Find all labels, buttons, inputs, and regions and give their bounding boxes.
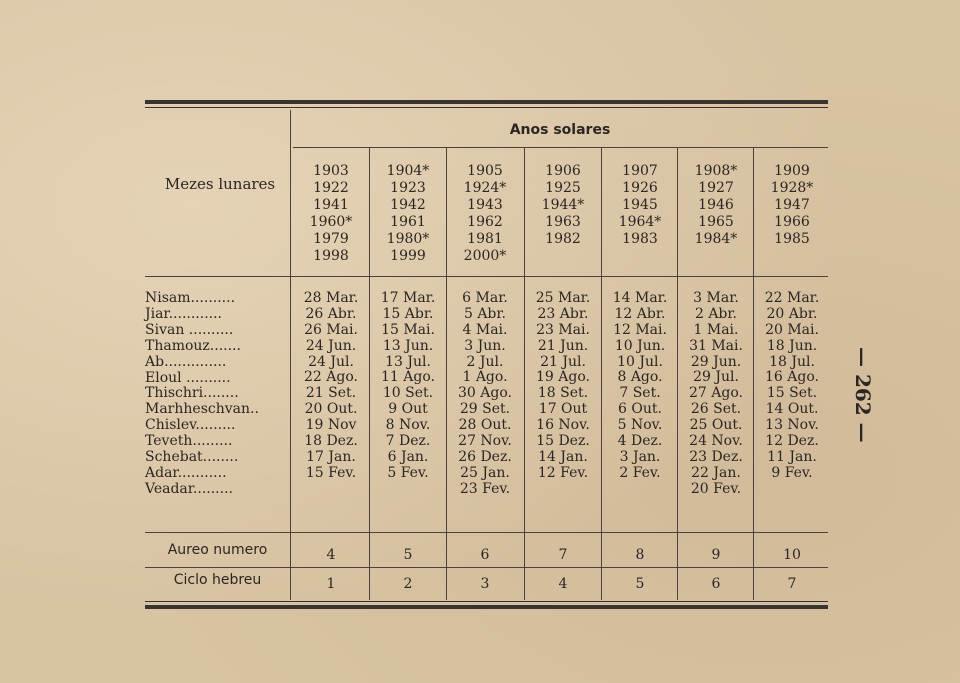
year-column (756, 163, 828, 248)
date-cell: 20 Abr. (766, 305, 818, 322)
month-name: Veadar......... (145, 480, 233, 497)
year-cell: 1928* (770, 180, 814, 196)
date-column (447, 291, 523, 498)
label-column-line (290, 110, 291, 600)
date-cell: 27 Nov. (458, 433, 512, 450)
date-cell: 18 Set. (537, 385, 589, 402)
date-column (754, 291, 830, 498)
date-cell: 13 Jun. (382, 337, 434, 354)
year-cell: 1909 (774, 163, 810, 179)
date-cell: 28 Mar. (303, 290, 359, 306)
date-cell (370, 482, 446, 498)
date-cell: 5 Abr. (463, 305, 507, 322)
date-cell: 16 Nov. (536, 417, 590, 434)
date-cell: 8 Ago. (617, 369, 663, 386)
date-cell: 3 Jun. (464, 337, 506, 354)
date-cell: 20 Fev. (690, 480, 742, 497)
date-cell: 25 Out. (689, 417, 743, 434)
date-cell: 23 Abr. (537, 305, 589, 322)
date-cell: 27 Ago. (689, 385, 743, 402)
date-cell: 15 Mai. (381, 321, 435, 338)
year-cell: 1926 (622, 180, 658, 196)
date-cell (293, 482, 369, 498)
date-cell: 26 Mai. (304, 321, 358, 338)
month-name: Sivan .......... (145, 321, 234, 338)
date-cell: 23 Mai. (536, 321, 590, 338)
date-cell: 1 Ago. (462, 369, 508, 386)
year-column (680, 163, 752, 248)
date-cell: 3 Mar. (693, 290, 739, 306)
date-cell: 6 Jan. (387, 448, 429, 465)
date-cell: 13 Jul. (385, 353, 431, 370)
date-cell: 21 Jul. (540, 353, 586, 370)
header-divider (145, 276, 828, 277)
date-cell: 7 Dez. (385, 433, 431, 450)
year-column (372, 163, 444, 265)
date-cell: 17 Jan. (306, 448, 356, 465)
date-column (293, 291, 369, 498)
date-cell: 24 Jul. (308, 353, 354, 370)
ciclo-cell: 2 (403, 576, 413, 592)
date-cell: 26 Dez. (458, 448, 512, 465)
month-name: Eloul .......... (145, 369, 231, 386)
year-cell: 1947 (774, 197, 810, 213)
year-cell: 1943 (467, 197, 503, 213)
date-cell: 18 Jun. (766, 337, 818, 354)
date-cell: 15 Fev. (305, 464, 357, 481)
date-cell: 17 Out (538, 401, 588, 418)
date-cell: 2 Fev. (619, 464, 661, 481)
year-cell: 1979 (313, 231, 349, 247)
bottom-rule-thick (145, 605, 828, 609)
aureo-cell: 9 (711, 547, 721, 563)
date-cell: 13 Nov. (765, 417, 819, 434)
date-cell: 4 Dez. (617, 433, 663, 450)
date-cell: 24 Nov. (689, 433, 743, 450)
date-cell: 26 Set. (690, 401, 742, 418)
year-cell: 1983 (622, 231, 658, 247)
date-cell (525, 482, 601, 498)
month-name: Thischri........ (145, 385, 239, 402)
month-name: Schebat........ (145, 449, 239, 466)
date-cell: 4 Mai. (462, 321, 508, 338)
year-cell: 1946 (698, 197, 734, 213)
date-column (525, 291, 601, 498)
ciclo-cell: 4 (558, 576, 568, 592)
month-name: Teveth......... (145, 433, 233, 450)
year-cell: 1965 (698, 214, 734, 230)
date-cell: 12 Abr. (614, 305, 666, 322)
year-cell: 1999 (390, 248, 426, 264)
bottom-rule-thin (145, 601, 828, 602)
date-cell: 12 Mai. (613, 321, 667, 338)
date-cell: 15 Abr. (382, 305, 434, 322)
date-cell: 20 Mai. (765, 321, 819, 338)
year-cell: 1927 (698, 180, 734, 196)
aureo-cell: 4 (326, 547, 336, 563)
date-cell: 23 Dez. (689, 448, 743, 465)
date-cell: 14 Jan. (538, 448, 588, 465)
mezes-lunares-label: Mezes lunares (164, 175, 276, 193)
year-cell: 1963 (545, 214, 581, 230)
date-cell (754, 482, 830, 498)
date-cell: 10 Jul. (617, 353, 663, 370)
year-column (449, 163, 521, 265)
year-cell: 1907 (622, 163, 658, 179)
year-cell: 1998 (313, 248, 349, 264)
ciclo-cell: 7 (787, 576, 797, 592)
date-cell: 22 Jan. (691, 464, 741, 481)
year-column (527, 163, 599, 248)
date-cell: 2 Abr. (694, 305, 738, 322)
date-column (602, 291, 678, 498)
year-cell: 1942 (390, 197, 426, 213)
date-column (678, 291, 754, 498)
date-cell: 28 Out. (458, 417, 512, 434)
date-cell: 15 Dez. (536, 433, 590, 450)
aureo-cell: 7 (558, 547, 568, 563)
year-cell: 1961 (390, 214, 426, 230)
year-cell: 1906 (545, 163, 581, 179)
date-cell: 21 Set. (305, 385, 357, 402)
year-cell: 1945 (622, 197, 658, 213)
year-cell: 1904* (386, 163, 430, 179)
year-cell: 1960* (309, 214, 353, 230)
date-cell: 3 Jan. (619, 448, 661, 465)
date-cell: 15 Set. (766, 385, 818, 402)
ciclo-cell: 3 (480, 576, 490, 592)
date-cell: 19 Ago. (536, 369, 590, 386)
year-cell: 1985 (774, 231, 810, 247)
date-cell: 11 Ago. (381, 369, 435, 386)
date-cell: 24 Jun. (305, 337, 357, 354)
ciclo-label: Ciclo hebreu (173, 572, 262, 588)
month-name: Ab.............. (145, 353, 227, 370)
date-column (370, 291, 446, 498)
month-name: Nisam.......... (145, 290, 236, 306)
year-cell: 1962 (467, 214, 503, 230)
year-cell: 1905 (467, 163, 503, 179)
date-cell: 29 Jul. (693, 369, 739, 386)
year-cell: 1908* (694, 163, 738, 179)
year-cell: 1941 (313, 197, 349, 213)
ciclo-cell: 6 (711, 576, 721, 592)
ciclo-cell: 5 (635, 576, 645, 592)
date-cell: 6 Out. (618, 401, 662, 418)
date-cell: 17 Mar. (380, 290, 436, 306)
date-cell: 14 Out. (765, 401, 819, 418)
year-cell: 1944* (541, 197, 585, 213)
year-cell: 1922 (313, 180, 349, 196)
date-cell: 12 Dez. (765, 433, 819, 450)
date-cell: 23 Fev. (459, 480, 511, 497)
date-cell: 18 Jul. (769, 353, 815, 370)
date-cell: 18 Dez. (304, 433, 358, 450)
aureo-divider (145, 567, 828, 568)
month-name: Jiar............ (145, 305, 222, 322)
date-cell: 7 Set. (619, 385, 661, 402)
date-cell: 5 Nov. (617, 417, 663, 434)
month-name: Thamouz....... (145, 337, 241, 354)
year-cell: 1966 (774, 214, 810, 230)
aureo-cell: 6 (480, 547, 490, 563)
body-divider (145, 532, 828, 533)
aureo-cell: 8 (635, 547, 645, 563)
date-cell: 21 Jun. (537, 337, 589, 354)
header-underline (293, 147, 828, 148)
date-cell: 26 Abr. (305, 305, 357, 322)
date-cell: 12 Fev. (537, 464, 589, 481)
year-cell: 1981 (467, 231, 503, 247)
page-number: — 262 — (851, 347, 875, 443)
date-cell: 20 Out. (304, 401, 358, 418)
date-cell: 14 Mar. (612, 290, 668, 306)
month-names-column (145, 291, 290, 498)
date-cell: 25 Jan. (460, 464, 510, 481)
date-cell: 8 Nov. (385, 417, 431, 434)
date-cell: 10 Set. (382, 385, 434, 402)
header-title: Anos solares (509, 122, 611, 138)
year-cell: 1923 (390, 180, 426, 196)
year-cell: 1964* (618, 214, 662, 230)
date-cell: 9 Fev. (771, 464, 813, 481)
month-name: Marhheschvan.. (145, 401, 259, 418)
date-cell: 9 Out (388, 401, 428, 418)
date-cell: 29 Set. (459, 401, 511, 418)
year-cell: 1980* (386, 231, 430, 247)
ciclo-cell: 1 (326, 576, 336, 592)
date-cell: 22 Mar. (764, 290, 820, 306)
date-cell: 6 Mar. (462, 290, 508, 306)
aureo-cell: 5 (403, 547, 413, 563)
date-cell: 30 Ago. (458, 385, 512, 402)
year-cell: 2000* (463, 248, 507, 264)
month-name: Chislev......... (145, 417, 236, 434)
date-cell: 22 Ago. (304, 369, 358, 386)
date-cell: 29 Jun. (690, 353, 742, 370)
date-cell: 5 Fev. (387, 464, 429, 481)
date-cell: 11 Jan. (767, 448, 817, 465)
aureo-cell: 10 (783, 547, 801, 563)
date-cell: 16 Ago. (765, 369, 819, 386)
top-rule-thick (145, 100, 828, 104)
year-column (604, 163, 676, 248)
aureo-label: Aureo numero (167, 542, 268, 558)
date-cell (602, 482, 678, 498)
year-cell: 1924* (463, 180, 507, 196)
top-rule-thin (145, 107, 828, 108)
year-cell: 1982 (545, 231, 581, 247)
date-cell: 1 Mai. (693, 321, 739, 338)
year-cell: 1984* (694, 231, 738, 247)
date-cell: 19 Nov (305, 417, 357, 434)
date-cell: 31 Mai. (689, 337, 743, 354)
date-cell: 10 Jun. (614, 337, 666, 354)
date-cell: 2 Jul. (466, 353, 504, 370)
month-name: Adar........... (145, 464, 227, 481)
year-cell: 1925 (545, 180, 581, 196)
year-cell: 1903 (313, 163, 349, 179)
date-cell: 25 Mar. (535, 290, 591, 306)
year-column (295, 163, 367, 265)
